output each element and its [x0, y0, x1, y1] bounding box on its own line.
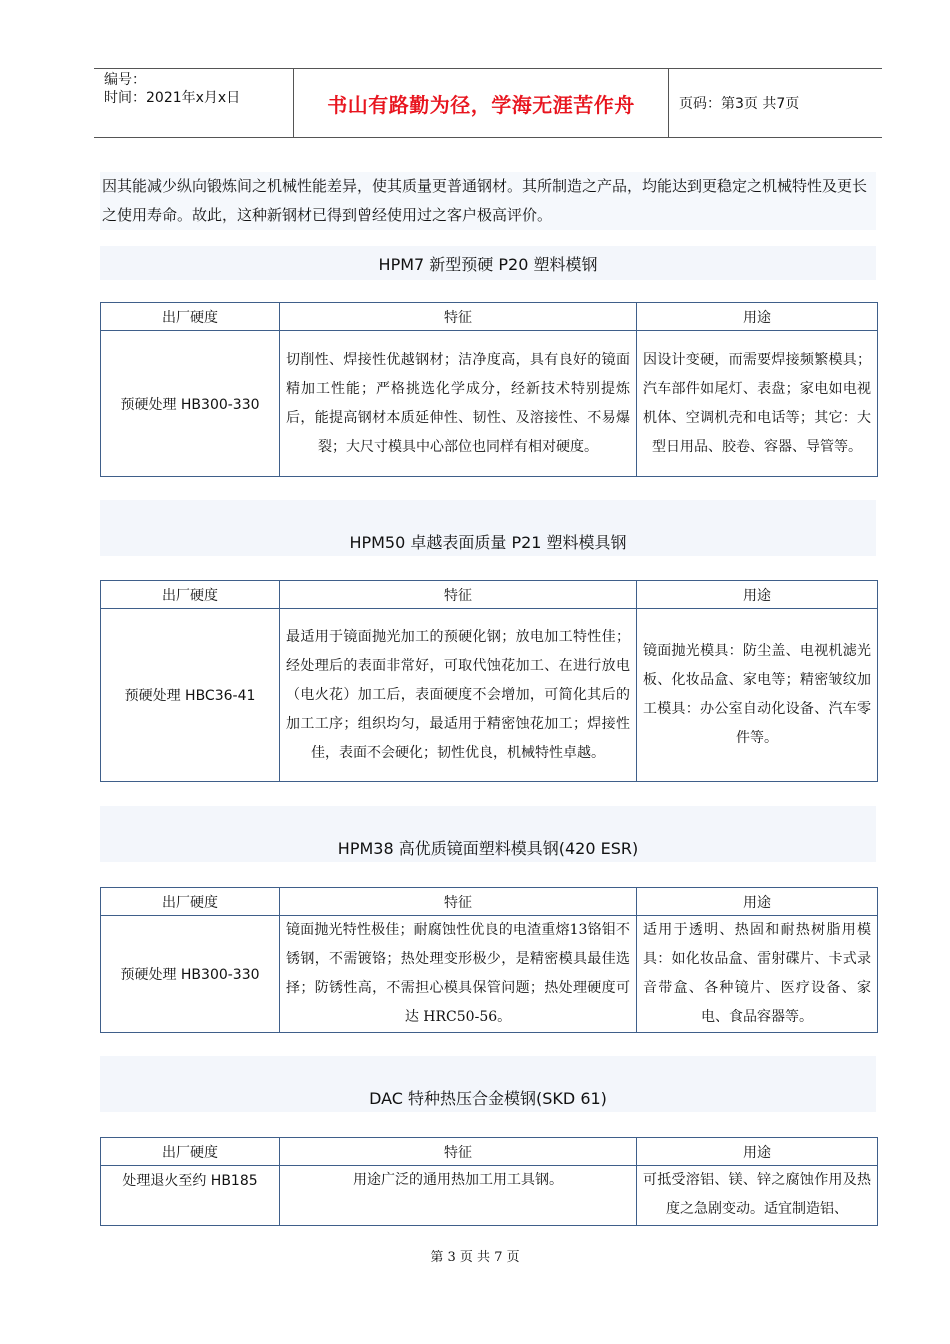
- column-header-uses: 用途: [637, 888, 878, 916]
- hardness-cell: 预硬处理 HB300-330: [101, 331, 280, 477]
- section-title: HPM50 卓越表面质量 P21 塑料模具钢: [100, 500, 876, 556]
- uses-cell: 适用于透明、热固和耐热树脂用模具：如化妆品盒、雷射碟片、卡式录音带盒、各种镜片、医疗设备、家电、食品容器等。: [637, 916, 878, 1033]
- document-time-label: 时间：2021年x月x日: [104, 90, 241, 106]
- page-footer: 第 3 页 共 7 页: [430, 1250, 520, 1265]
- table-row: [101, 331, 878, 477]
- table-header-row: [101, 303, 878, 331]
- document-number-label: 编号：: [104, 72, 146, 88]
- spec-table: [100, 302, 878, 477]
- hardness-cell: 处理退火至约 HB185: [101, 1166, 280, 1226]
- table-row: [101, 916, 878, 1033]
- section-title: HPM38 高优质镜面塑料模具钢(420 ESR): [100, 806, 876, 862]
- section-title: HPM7 新型预硬 P20 塑料模钢: [100, 246, 876, 280]
- section-title: DAC 特种热压合金模钢(SKD 61): [100, 1056, 876, 1112]
- spec-table: [100, 1137, 878, 1226]
- uses-cell: 因设计变硬，而需要焊接频繁模具；汽车部件如尾灯、表盘；家电如电视机体、空调机壳和电话等；其它：大型日用品、胶卷、容器、导管等。: [637, 331, 878, 477]
- uses-cell: 镜面抛光模具：防尘盖、电视机滤光板、化妆品盒、家电等；精密皱纹加工模具：办公室自动化设备、汽车零件等。: [637, 609, 878, 782]
- hardness-cell: 预硬处理 HB300-330: [101, 916, 280, 1033]
- features-cell: 最适用于镜面抛光加工的预硬化钢；放电加工特性佳；经处理后的表面非常好，可取代蚀花加工、在进行放电（电火花）加工后，表面硬度不会增加，可简化其后的加工工序；组织均匀，最适用于精密蚀花加工；焊接性佳，表面不会硬化；韧性优良，机械特性卓越。: [280, 609, 637, 782]
- column-header-features: 特征: [280, 888, 637, 916]
- uses-cell: 可抵受溶铝、镁、锌之腐蚀作用及热度之急剧变动。适宜制造铝、: [637, 1166, 878, 1226]
- table-header-row: [101, 888, 878, 916]
- header-meta: [94, 69, 294, 137]
- header-page-label: 页码：第3页 共7页: [679, 96, 800, 112]
- spec-table: [100, 887, 878, 1033]
- column-header-uses: 用途: [637, 581, 878, 609]
- table-header-row: [101, 1138, 878, 1166]
- features-cell: 镜面抛光特性极佳；耐腐蚀性优良的电渣重熔13铬钼不锈钢，不需镀铬；热处理变形极少，是精密模具最佳选择；防锈性高，不需担心模具保管问题；热处理硬度可达 HRC50-56。: [280, 916, 637, 1033]
- table-row: [101, 1166, 878, 1226]
- table-row: [101, 609, 878, 782]
- column-header-hardness: 出厂硬度: [101, 581, 280, 609]
- features-cell: 切削性、焊接性优越钢材；洁净度高，具有良好的镜面精加工性能；严格挑选化学成分，经新技术特别提炼后，能提高钢材本质延伸性、韧性、及溶接性、不易爆裂；大尺寸模具中心部位也同样有相对硬度。: [280, 331, 637, 477]
- column-header-uses: 用途: [637, 303, 878, 331]
- intro-paragraph: 因其能减少纵向锻炼间之机械性能差异，使其质量更普通钢材。其所制造之产品，均能达到更稳定之机械特性及更长之使用寿命。故此，这种新钢材已得到曾经使用过之客户极高评价。: [100, 172, 876, 230]
- column-header-features: 特征: [280, 303, 637, 331]
- features-cell: 用途广泛的通用热加工用工具钢。: [280, 1166, 637, 1226]
- column-header-hardness: 出厂硬度: [101, 303, 280, 331]
- table-header-row: [101, 581, 878, 609]
- hardness-cell: 预硬处理 HBC36-41: [101, 609, 280, 782]
- header-motto: 书山有路勤为径，学海无涯苦作舟: [294, 69, 669, 137]
- column-header-features: 特征: [280, 581, 637, 609]
- page-header: [94, 68, 882, 138]
- column-header-features: 特征: [280, 1138, 637, 1166]
- column-header-uses: 用途: [637, 1138, 878, 1166]
- column-header-hardness: 出厂硬度: [101, 1138, 280, 1166]
- column-header-hardness: 出厂硬度: [101, 888, 280, 916]
- spec-table: [100, 580, 878, 782]
